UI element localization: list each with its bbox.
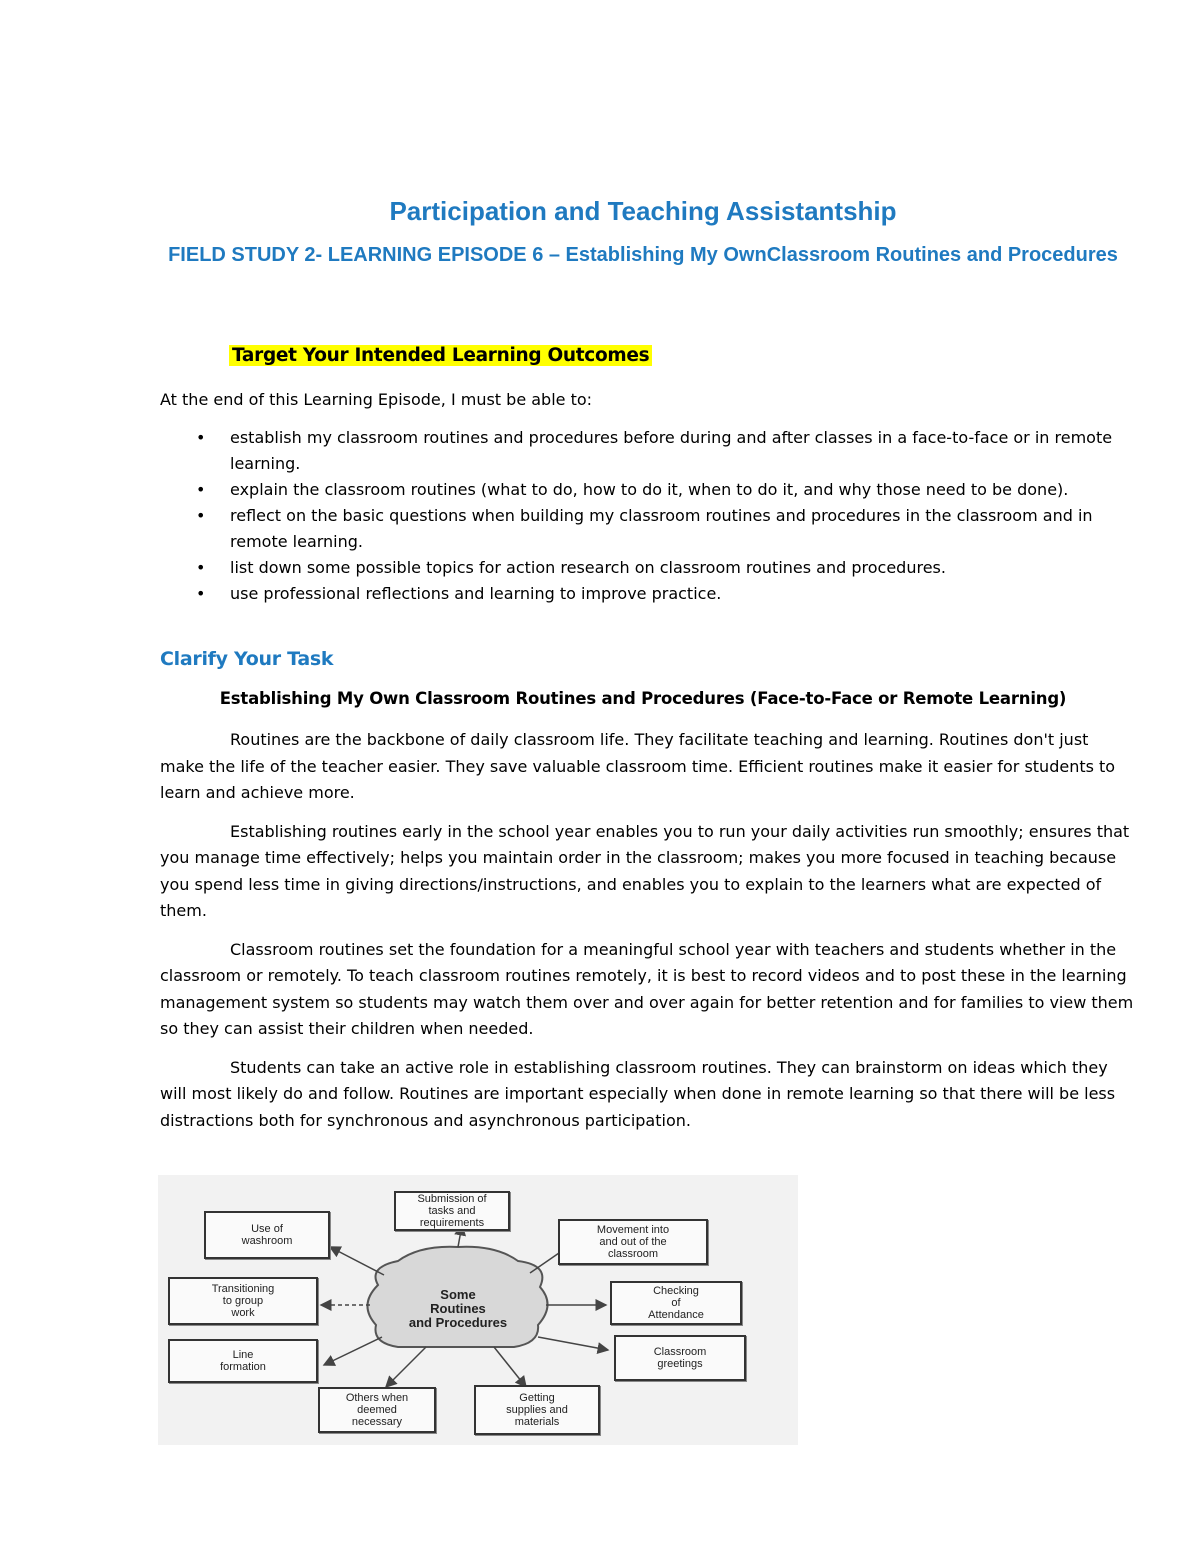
outcomes-intro: At the end of this Learning Episode, I must be able to: [160, 390, 593, 409]
bullet-icon: • [196, 506, 206, 525]
diagram-center-label: Some Routines and Procedures [408, 1287, 508, 1330]
list-item [160, 477, 1140, 503]
outcomes-list [160, 425, 1140, 607]
target-outcomes-heading: Target Your Intended Learning Outcomes [229, 345, 652, 366]
paragraph: Establishing routines early in the school year enables you to run your daily activities run smoothly; ensures that you manage time effectively; helps you maintain order in the classroom; makes you more focused in teaching because you spend less time in giving directions/instructions, and enables you to explain to the learners what are expected of them. [160, 821, 1130, 920]
list-item [160, 581, 1140, 607]
box-washroom: Use of washroom [204, 1211, 330, 1259]
body-paragraphs [160, 727, 1135, 1146]
outcome-text: explain the classroom routines (what to do, how to do it, when to do it, and why those need to be done). [230, 480, 1069, 499]
routines-diagram [158, 1175, 798, 1445]
box-greetings: Classroom greetings [614, 1335, 746, 1381]
page-title: Participation and Teaching Assistantship [389, 196, 897, 226]
paragraph: Routines are the backbone of daily classroom life. They facilitate teaching and learning. Routines don't just make the life of the teacher easier. They save valuable classroom time. Efficient routines make it easier for students to learn and achieve more. [160, 730, 1116, 802]
clarify-task-heading: Clarify Your Task [160, 648, 334, 670]
list-item [160, 555, 1140, 581]
box-supplies: Getting supplies and materials [474, 1385, 600, 1435]
box-attendance: Checking of Attendance [610, 1281, 742, 1325]
paragraph: Classroom routines set the foundation for a meaningful school year with teachers and students whether in the classroom or remotely. To teach classroom routines remotely, it is best to record videos and to post these in the learning management system so students may watch them over and over again for better retention and for families to view them so they can assist their children when needed. [160, 939, 1134, 1038]
bullet-icon: • [196, 428, 206, 447]
box-movement: Movement into and out of the classroom [558, 1219, 708, 1265]
bullet-icon: • [196, 584, 206, 603]
outcome-text: reflect on the basic questions when building my classroom routines and procedures in the classroom and in remote learning. [230, 506, 1093, 551]
list-item [160, 503, 1140, 555]
bullet-icon: • [196, 558, 206, 577]
outcome-text: list down some possible topics for action research on classroom routines and procedures. [230, 558, 946, 577]
outcome-text: use professional reflections and learning to improve practice. [230, 584, 722, 603]
page-subtitle: FIELD STUDY 2- LEARNING EPISODE 6 – Establishing My OwnClassroom Routines and Procedures [168, 244, 1118, 266]
outcome-text: establish my classroom routines and procedures before during and after classes in a face-to-face or in remote learning. [230, 428, 1113, 473]
box-submission: Submission of tasks and requirements [394, 1191, 510, 1231]
box-line-formation: Line formation [168, 1339, 318, 1383]
box-group-work: Transitioning to group work [168, 1277, 318, 1325]
list-item [160, 425, 1140, 477]
paragraph: Students can take an active role in establishing classroom routines. They can brainstorm on ideas which they will most likely do and follow. Routines are important especially when done in remote learning so that there will be less distractions both for synchronous and asynchronous participation. [160, 1057, 1116, 1130]
section-subheading: Establishing My Own Classroom Routines and Procedures (Face-to-Face or Remote Learning) [219, 689, 1067, 708]
bullet-icon: • [196, 480, 206, 499]
box-others: Others when deemed necessary [318, 1387, 436, 1433]
